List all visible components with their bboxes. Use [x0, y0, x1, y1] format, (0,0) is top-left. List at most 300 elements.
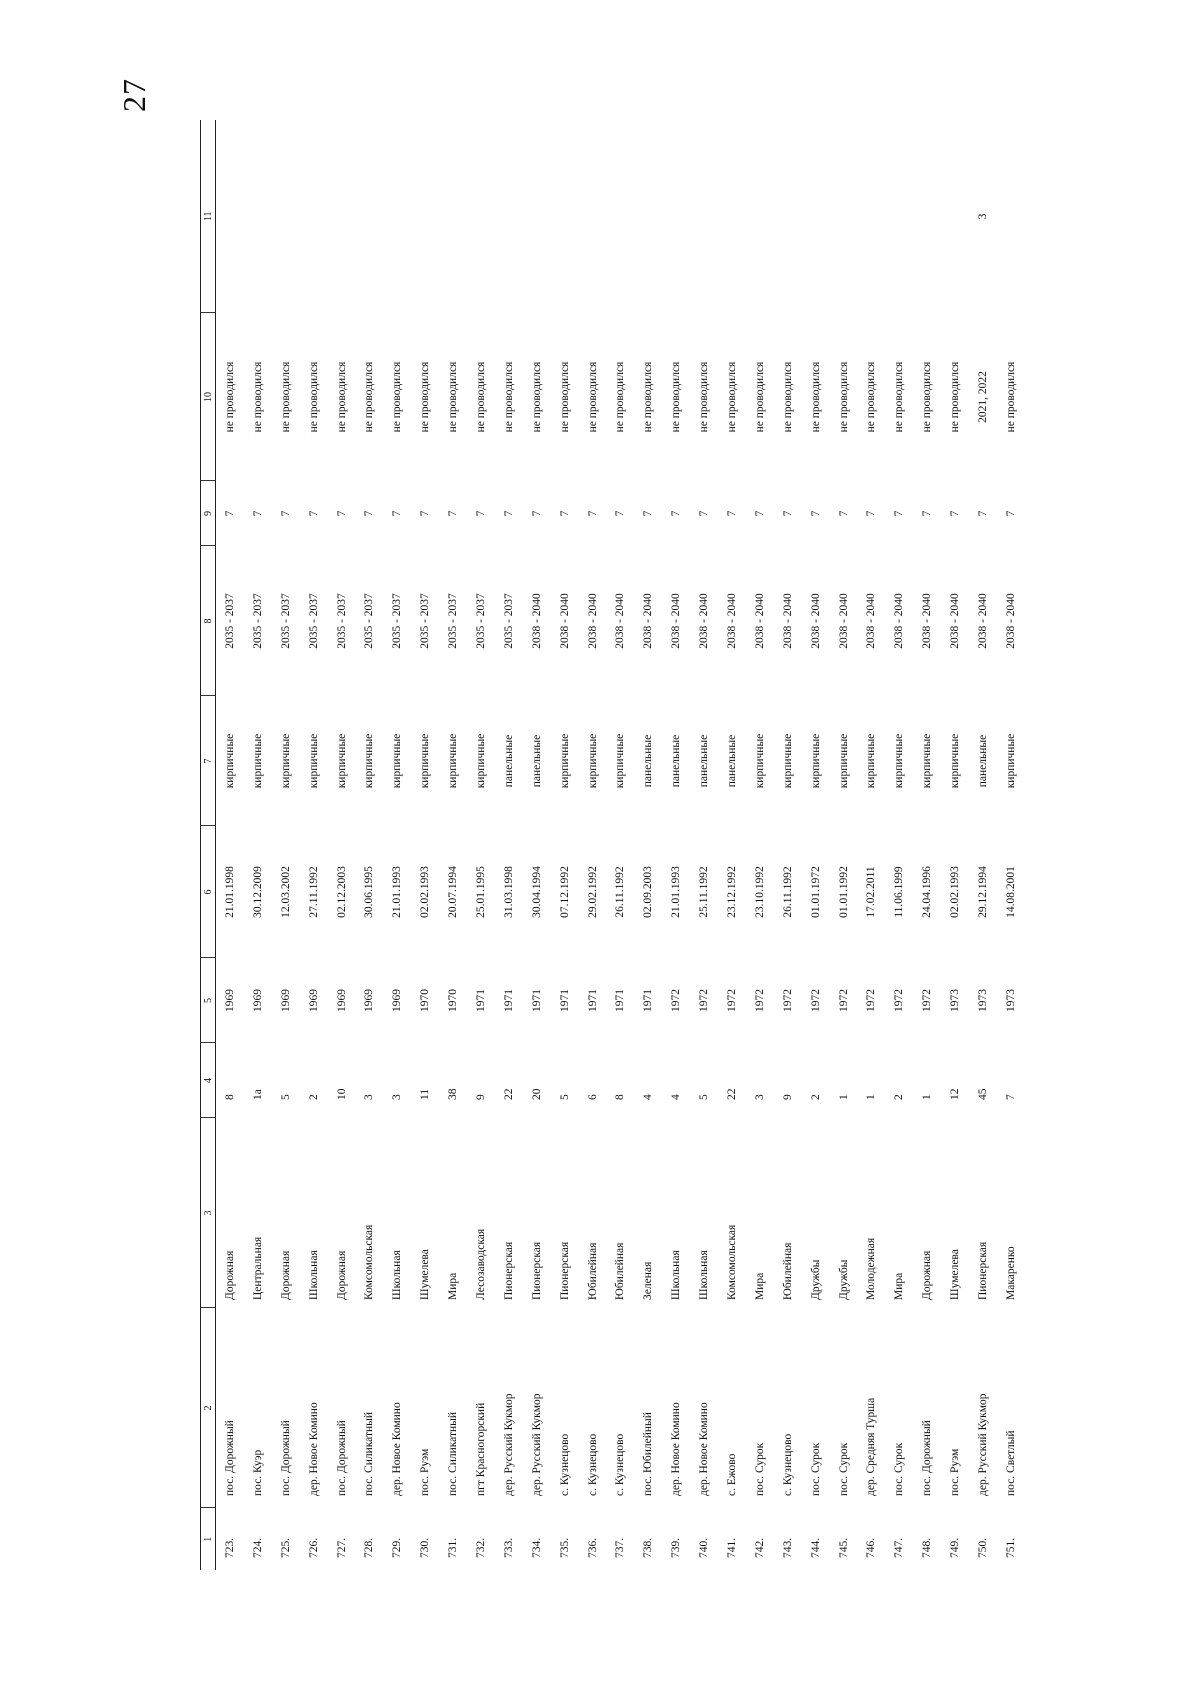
settlement-cell: пос. Сурок — [837, 1442, 850, 1496]
build-year-cell: 1969 — [391, 989, 404, 1012]
period-cell: 2038 - 2040 — [865, 593, 878, 649]
repair-cell: не проводился — [725, 361, 738, 433]
row-number: 751. — [1004, 1537, 1017, 1558]
column-header-8: 8 — [201, 546, 216, 696]
street-cell: Центральная — [251, 1236, 264, 1300]
house-number-cell: 3 — [391, 1094, 404, 1100]
column-9-cell: 7 — [753, 510, 766, 517]
row-number: 724. — [251, 1537, 264, 1558]
table-row — [857, 120, 885, 1570]
column-11-cell — [216, 120, 244, 313]
rotated-table-container — [200, 120, 1017, 1570]
house-number-cell: 8 — [223, 1094, 236, 1100]
settlement-cell: с. Кузнецово — [781, 1433, 794, 1496]
date-cell: 30.04.1994 — [530, 866, 543, 918]
row-number: 723. — [223, 1537, 236, 1558]
column-header-4: 4 — [201, 1043, 216, 1118]
settlement-cell: дер. Новое Комино — [391, 1402, 404, 1496]
wall-material-cell: кирпичные — [949, 733, 962, 789]
build-year-cell: 1972 — [698, 989, 711, 1012]
row-number: 725. — [279, 1537, 292, 1558]
build-year-cell: 1973 — [949, 989, 962, 1012]
table-row — [523, 120, 551, 1570]
table-row — [244, 120, 272, 1570]
column-11-cell — [885, 120, 913, 313]
build-year-cell: 1970 — [447, 989, 460, 1012]
repair-cell: не проводился — [614, 361, 627, 433]
build-year-cell: 1972 — [753, 989, 766, 1012]
street-cell: Пионерская — [558, 1241, 571, 1300]
repair-cell: не проводился — [419, 361, 432, 433]
wall-material-cell: кирпичные — [279, 733, 292, 789]
period-cell: 2035 - 2037 — [335, 593, 348, 649]
table-row — [662, 120, 690, 1570]
column-11-cell — [411, 120, 439, 313]
column-9-cell: 7 — [642, 510, 655, 517]
wall-material-cell: кирпичные — [307, 733, 320, 789]
column-11-cell — [300, 120, 328, 313]
street-cell: Комсомольская — [725, 1224, 738, 1300]
wall-material-cell: кирпичные — [586, 733, 599, 789]
house-number-cell: 4 — [642, 1094, 655, 1100]
column-9-cell: 7 — [307, 510, 320, 517]
period-cell: 2038 - 2040 — [976, 593, 989, 649]
wall-material-cell: кирпичные — [921, 733, 934, 789]
repair-cell: не проводился — [837, 361, 850, 433]
column-11-cell — [662, 120, 690, 313]
house-number-cell: 22 — [502, 1088, 515, 1100]
column-9-cell: 7 — [670, 510, 683, 517]
row-number: 745. — [837, 1537, 850, 1558]
house-number-cell: 5 — [279, 1094, 292, 1100]
settlement-cell: дер. Русский Кукмор — [976, 1393, 989, 1496]
column-11-cell — [690, 120, 718, 313]
build-year-cell: 1969 — [223, 989, 236, 1012]
column-11-cell — [467, 120, 495, 313]
build-year-cell: 1971 — [642, 989, 655, 1012]
table-row — [718, 120, 746, 1570]
wall-material-cell: кирпичные — [251, 733, 264, 789]
wall-material-cell: кирпичные — [223, 733, 236, 789]
date-cell: 25.11.1992 — [698, 866, 711, 918]
column-11-cell — [606, 120, 634, 313]
build-year-cell: 1971 — [530, 989, 543, 1012]
date-cell: 31.03.1998 — [502, 866, 515, 918]
table-row — [383, 120, 411, 1570]
period-cell: 2038 - 2040 — [753, 593, 766, 649]
repair-cell: не проводился — [251, 361, 264, 433]
settlement-cell: пос. Дорожный — [223, 1420, 236, 1496]
period-cell: 2035 - 2037 — [279, 593, 292, 649]
repair-cell: не проводился — [1004, 361, 1017, 433]
table-row — [495, 120, 523, 1570]
settlement-cell: пос. Руэм — [419, 1448, 432, 1496]
row-number: 747. — [893, 1537, 906, 1558]
table-body — [216, 120, 1025, 1570]
house-number-cell: 20 — [530, 1088, 543, 1100]
street-cell: Школьная — [670, 1250, 683, 1300]
build-year-cell: 1971 — [474, 989, 487, 1012]
settlement-cell: с. Кузнецово — [558, 1433, 571, 1496]
period-cell: 2035 - 2037 — [474, 593, 487, 649]
table-row — [606, 120, 634, 1570]
table-row — [885, 120, 913, 1570]
date-cell: 02.02.1993 — [419, 866, 432, 918]
column-11-cell — [830, 120, 858, 313]
date-cell: 23.10.1992 — [753, 866, 766, 918]
build-year-cell: 1972 — [725, 989, 738, 1012]
date-cell: 30.12.2009 — [251, 866, 264, 918]
row-number: 742. — [753, 1537, 766, 1558]
wall-material-cell: панельные — [530, 734, 543, 788]
street-cell: Пионерская — [530, 1241, 543, 1300]
column-9-cell: 7 — [809, 510, 822, 517]
street-cell: Юбилейная — [781, 1242, 794, 1300]
repair-cell: не проводился — [223, 361, 236, 433]
house-number-cell: 1 — [865, 1094, 878, 1100]
house-number-cell: 5 — [698, 1094, 711, 1100]
period-cell: 2038 - 2040 — [809, 593, 822, 649]
street-cell: Школьная — [391, 1250, 404, 1300]
build-year-cell: 1970 — [419, 989, 432, 1012]
date-cell: 07.12.1992 — [558, 866, 571, 918]
wall-material-cell: кирпичные — [391, 733, 404, 789]
settlement-cell: пос. Сурок — [753, 1442, 766, 1496]
settlement-cell: с. Ежово — [725, 1453, 738, 1496]
housing-table — [200, 120, 1025, 1570]
wall-material-cell: кирпичные — [893, 733, 906, 789]
repair-cell: не проводился — [809, 361, 822, 433]
period-cell: 2038 - 2040 — [837, 593, 850, 649]
column-9-cell: 7 — [949, 510, 962, 517]
table-row — [411, 120, 439, 1570]
build-year-cell: 1969 — [279, 989, 292, 1012]
street-cell: Дорожная — [279, 1250, 292, 1300]
house-number-cell: 5 — [558, 1094, 571, 1100]
repair-cell: не проводился — [363, 361, 376, 433]
table-row — [746, 120, 774, 1570]
build-year-cell: 1972 — [670, 989, 683, 1012]
table-row — [328, 120, 356, 1570]
house-number-cell: 8 — [614, 1094, 627, 1100]
column-9-cell: 7 — [530, 510, 543, 517]
row-number: 737. — [614, 1537, 627, 1558]
column-11-cell — [857, 120, 885, 313]
period-cell: 2038 - 2040 — [725, 593, 738, 649]
column-11-cell — [802, 120, 830, 313]
period-cell: 2038 - 2040 — [586, 593, 599, 649]
column-11-cell — [746, 120, 774, 313]
column-9-cell: 7 — [279, 510, 292, 517]
table-row — [634, 120, 662, 1570]
column-9-cell: 7 — [865, 510, 878, 517]
column-9-cell: 7 — [251, 510, 264, 517]
wall-material-cell: панельные — [670, 734, 683, 788]
settlement-cell: пос. Силикатный — [447, 1411, 460, 1496]
table-row — [802, 120, 830, 1570]
repair-cell: не проводился — [753, 361, 766, 433]
house-number-cell: 12 — [949, 1088, 962, 1100]
column-header-5: 5 — [201, 958, 216, 1043]
house-number-cell: 22 — [725, 1088, 738, 1100]
period-cell: 2038 - 2040 — [921, 593, 934, 649]
column-11-cell — [383, 120, 411, 313]
repair-cell: не проводился — [893, 361, 906, 433]
settlement-cell: дер. Новое Комино — [670, 1402, 683, 1496]
street-cell: Шумелева — [419, 1249, 432, 1300]
column-9-cell: 7 — [558, 510, 571, 517]
row-number: 740. — [698, 1537, 711, 1558]
wall-material-cell: панельные — [725, 734, 738, 788]
period-cell: 2035 - 2037 — [223, 593, 236, 649]
column-11-cell — [774, 120, 802, 313]
build-year-cell: 1973 — [976, 989, 989, 1012]
street-cell: Пионерская — [976, 1241, 989, 1300]
date-cell: 12.03.2002 — [279, 866, 292, 918]
street-cell: Дорожная — [335, 1250, 348, 1300]
row-number: 729. — [391, 1537, 404, 1558]
house-number-cell: 11 — [419, 1088, 432, 1100]
house-number-cell: 1 — [837, 1094, 850, 1100]
repair-cell: не проводился — [530, 361, 543, 433]
date-cell: 21.01.1998 — [223, 866, 236, 918]
street-cell: Дружбы — [837, 1259, 850, 1300]
column-header-6: 6 — [201, 826, 216, 958]
street-cell: Шумелева — [949, 1249, 962, 1300]
column-9-cell: 7 — [976, 510, 989, 517]
date-cell: 24.04.1996 — [921, 866, 934, 918]
period-cell: 2035 - 2037 — [447, 593, 460, 649]
repair-cell: не проводился — [921, 361, 934, 433]
settlement-cell: пос. Дорожный — [335, 1420, 348, 1496]
row-number: 733. — [502, 1537, 515, 1558]
wall-material-cell: кирпичные — [865, 733, 878, 789]
street-cell: Дружбы — [809, 1259, 822, 1300]
settlement-cell: пос. Силикатный — [363, 1411, 376, 1496]
repair-cell: не проводился — [865, 361, 878, 433]
street-cell: Молодежная — [865, 1237, 878, 1300]
column-11-cell — [634, 120, 662, 313]
wall-material-cell: панельные — [976, 734, 989, 788]
column-11-cell — [523, 120, 551, 313]
table-row — [969, 120, 997, 1570]
column-9-cell: 7 — [781, 510, 794, 517]
house-number-cell: 3 — [363, 1094, 376, 1100]
column-header-3: 3 — [201, 1118, 216, 1308]
table-row — [579, 120, 607, 1570]
street-cell: Мира — [753, 1272, 766, 1300]
row-number: 749. — [949, 1537, 962, 1558]
build-year-cell: 1972 — [781, 989, 794, 1012]
date-cell: 30.06.1995 — [363, 866, 376, 918]
column-9-cell: 7 — [419, 510, 432, 517]
column-9-cell: 7 — [502, 510, 515, 517]
date-cell: 14.08.2001 — [1004, 866, 1017, 918]
wall-material-cell: кирпичные — [809, 733, 822, 789]
table-row — [272, 120, 300, 1570]
settlement-cell: пос. Юбилейный — [642, 1412, 655, 1496]
table-row — [551, 120, 579, 1570]
repair-cell: не проводился — [307, 361, 320, 433]
house-number-cell: 38 — [447, 1088, 460, 1100]
table-row — [830, 120, 858, 1570]
date-cell: 01.01.1972 — [809, 866, 822, 918]
period-cell: 2038 - 2040 — [558, 593, 571, 649]
page-number: 27 — [116, 78, 152, 112]
column-header-10: 10 — [201, 313, 216, 481]
column-9-cell: 7 — [474, 510, 487, 517]
table-row — [997, 120, 1025, 1570]
wall-material-cell: кирпичные — [474, 733, 487, 789]
date-cell: 02.02.1993 — [949, 866, 962, 918]
table-row — [355, 120, 383, 1570]
period-cell: 2038 - 2040 — [530, 593, 543, 649]
build-year-cell: 1972 — [921, 989, 934, 1012]
column-11-cell — [439, 120, 467, 313]
period-cell: 2038 - 2040 — [949, 593, 962, 649]
build-year-cell: 1971 — [502, 989, 515, 1012]
settlement-cell: пос. Дорожный — [279, 1420, 292, 1496]
date-cell: 25.01.1995 — [474, 866, 487, 918]
row-number: 746. — [865, 1537, 878, 1558]
row-number: 732. — [474, 1537, 487, 1558]
house-number-cell: 1а — [251, 1089, 264, 1100]
build-year-cell: 1972 — [865, 989, 878, 1012]
column-11-cell — [355, 120, 383, 313]
build-year-cell: 1973 — [1004, 989, 1017, 1012]
repair-cell: не проводился — [502, 361, 515, 433]
repair-cell: не проводился — [586, 361, 599, 433]
settlement-cell: пос. Руэм — [949, 1448, 962, 1496]
row-number: 738. — [642, 1537, 655, 1558]
row-number: 744. — [809, 1537, 822, 1558]
house-number-cell: 6 — [586, 1094, 599, 1100]
repair-cell: не проводился — [391, 361, 404, 433]
column-header-2: 2 — [201, 1308, 216, 1508]
column-9-cell: 7 — [363, 510, 376, 517]
period-cell: 2038 - 2040 — [893, 593, 906, 649]
period-cell: 2035 - 2037 — [391, 593, 404, 649]
build-year-cell: 1969 — [335, 989, 348, 1012]
period-cell: 2038 - 2040 — [1004, 593, 1017, 649]
street-cell: Школьная — [307, 1250, 320, 1300]
column-11-cell: 3 — [976, 213, 989, 220]
settlement-cell: пос. Дорожный — [921, 1420, 934, 1496]
wall-material-cell: кирпичные — [837, 733, 850, 789]
settlement-cell: с. Кузнецово — [586, 1433, 599, 1496]
build-year-cell: 1969 — [251, 989, 264, 1012]
house-number-cell: 3 — [753, 1094, 766, 1100]
column-9-cell: 7 — [614, 510, 627, 517]
build-year-cell: 1972 — [837, 989, 850, 1012]
column-9-cell: 7 — [223, 510, 236, 517]
wall-material-cell: кирпичные — [558, 733, 571, 789]
settlement-cell: пос. Светлый — [1004, 1430, 1017, 1496]
house-number-cell: 9 — [781, 1094, 794, 1100]
row-number: 730. — [419, 1537, 432, 1558]
house-number-cell: 10 — [335, 1088, 348, 1100]
wall-material-cell: кирпичные — [447, 733, 460, 789]
settlement-cell: пос. Сурок — [893, 1442, 906, 1496]
street-cell: Школьная — [698, 1250, 711, 1300]
column-11-cell — [328, 120, 356, 313]
house-number-cell: 45 — [976, 1088, 989, 1100]
settlement-cell: дер. Новое Комино — [698, 1402, 711, 1496]
column-9-cell: 7 — [586, 510, 599, 517]
row-number: 731. — [447, 1537, 460, 1558]
build-year-cell: 1971 — [614, 989, 627, 1012]
wall-material-cell: кирпичные — [753, 733, 766, 789]
period-cell: 2035 - 2037 — [251, 593, 264, 649]
column-9-cell: 7 — [391, 510, 404, 517]
column-11-cell — [272, 120, 300, 313]
wall-material-cell: кирпичные — [781, 733, 794, 789]
wall-material-cell: кирпичные — [419, 733, 432, 789]
date-cell: 21.01.1993 — [391, 866, 404, 918]
column-11-cell — [997, 120, 1025, 313]
date-cell: 26.11.1992 — [781, 866, 794, 918]
row-number: 741. — [725, 1537, 738, 1558]
street-cell: Юбилейная — [586, 1242, 599, 1300]
street-cell: Мира — [893, 1272, 906, 1300]
house-number-cell: 4 — [670, 1094, 683, 1100]
house-number-cell: 2 — [809, 1094, 822, 1100]
column-11-cell — [941, 120, 969, 313]
repair-cell: не проводился — [949, 361, 962, 433]
period-cell: 2035 - 2037 — [419, 593, 432, 649]
row-number: 728. — [363, 1537, 376, 1558]
settlement-cell: дер. Новое Комино — [307, 1402, 320, 1496]
date-cell: 29.02.1992 — [586, 866, 599, 918]
column-9-cell: 7 — [1004, 510, 1017, 517]
settlement-cell: дер. Русский Кукмор — [502, 1393, 515, 1496]
column-11-cell — [495, 120, 523, 313]
date-cell: 20.07.1994 — [447, 866, 460, 918]
settlement-cell: пос. Куэр — [251, 1449, 264, 1496]
settlement-cell: дер. Средняя Турша — [865, 1397, 878, 1496]
date-cell: 01.01.1992 — [837, 866, 850, 918]
table-row — [216, 120, 244, 1570]
table-row — [941, 120, 969, 1570]
column-header-9: 9 — [201, 481, 216, 546]
build-year-cell: 1971 — [586, 989, 599, 1012]
street-cell: Зеленая — [642, 1261, 655, 1300]
house-number-cell: 2 — [307, 1094, 320, 1100]
header-row — [201, 120, 216, 1570]
street-cell: Макаренко — [1004, 1246, 1017, 1300]
street-cell: Лесозаводская — [474, 1228, 487, 1300]
wall-material-cell: панельные — [698, 734, 711, 788]
row-number: 727. — [335, 1537, 348, 1558]
wall-material-cell: кирпичные — [363, 733, 376, 789]
column-header-11: 11 — [201, 120, 216, 313]
street-cell: Мира — [447, 1272, 460, 1300]
date-cell: 02.12.2003 — [335, 866, 348, 918]
period-cell: 2038 - 2040 — [698, 593, 711, 649]
column-9-cell: 7 — [921, 510, 934, 517]
repair-cell: не проводился — [279, 361, 292, 433]
column-11-cell — [244, 120, 272, 313]
row-number: 734. — [530, 1537, 543, 1558]
table-row — [774, 120, 802, 1570]
row-number: 743. — [781, 1537, 794, 1558]
settlement-cell: пос. Сурок — [809, 1442, 822, 1496]
column-9-cell: 7 — [893, 510, 906, 517]
period-cell: 2038 - 2040 — [781, 593, 794, 649]
table-row — [467, 120, 495, 1570]
column-header-7: 7 — [201, 696, 216, 826]
wall-material-cell: кирпичные — [614, 733, 627, 789]
